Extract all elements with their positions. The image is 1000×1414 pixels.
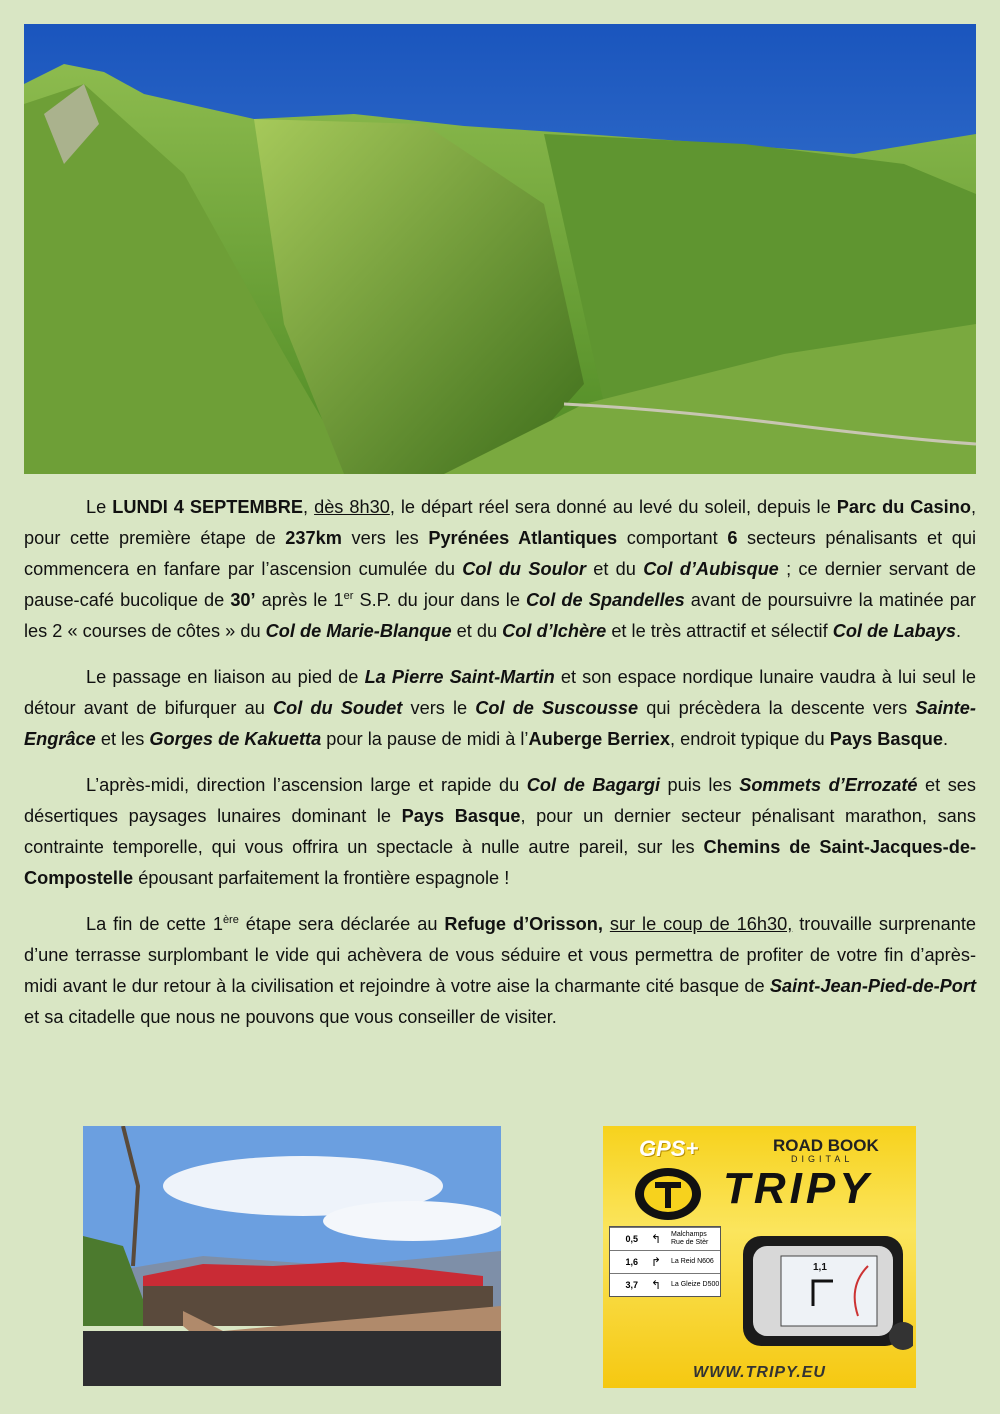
text-run [603,914,610,934]
mountain-landscape-icon [24,24,976,474]
paragraph-2 [24,662,976,755]
text-run: er [343,589,354,602]
tripy-advertisement [603,1126,916,1388]
text-run: S.P. du jour dans le [353,590,527,610]
gps-device-icon [743,1236,913,1356]
roadbook-arrow: ↰ [650,1278,662,1292]
ad-gps-label: GPS+ [639,1136,699,1161]
roadbook-row [610,1250,720,1273]
text-run: trouvaille surprenante d’une terrasse surplombant le vide qui achèvera de vous séduire et vous permettra de profiter de votre fin d’après-midi avant le dur retour à la civilisation et rejoindre à votre aise la charmante cité basque de [24,914,976,996]
roadbook-row [610,1227,720,1250]
text-run: 6 [727,528,738,548]
text-run: Pays Basque [829,729,943,749]
text-run: . [956,621,962,641]
text-run: Col du Soudet [272,698,403,718]
text-run: pour la pause de midi à l’ [321,729,529,749]
paragraph-1 [24,492,976,647]
paragraph-3 [24,770,976,894]
roadbook-row [610,1273,720,1296]
text-run: et du [451,621,503,641]
roadbook-km: 0,5 [625,1234,638,1244]
roadbook-arrow: ↱ [650,1255,662,1269]
text-run: ; ce dernier servant de pause-café bucolique de [24,559,976,610]
text-run: Pyrénées Atlantiques [428,528,618,548]
svg-text:1,1: 1,1 [813,1262,827,1273]
article-text [24,492,976,1048]
text-run: puis les [660,775,740,795]
text-run: sur le coup de 16h30, [609,914,793,934]
roadbook-desc: Malchamps Rue de Stèr [671,1231,709,1246]
text-run: , le départ réel sera donné au levé du soleil, depuis le [389,497,837,517]
text-run: Parc du Casino [836,497,971,517]
text-run: Gorges de Kakuetta [149,729,322,749]
text-run: Col de Marie-Blanque [265,621,452,641]
text-run: et le très attractif et sélectif [606,621,833,641]
terrace-umbrellas-icon [83,1126,501,1386]
roadbook-desc: La Reid N606 [671,1258,714,1265]
roadbook-arrow: ↰ [650,1232,662,1246]
text-run: Col du Soulor [462,559,586,579]
text-run: Sommets d’Errozaté [739,775,918,795]
text-run: et du [585,559,644,579]
text-run: avant de poursuivre la matinée par les 2 « courses de côtes » du [24,590,976,641]
hero-mountain-photo [24,24,976,474]
roadbook-desc: La Gleize D500 [671,1281,720,1288]
text-run: et sa citadelle que nous ne pouvons que vous conseiller de visiter. [24,1007,557,1027]
text-run: vers les [341,528,429,548]
roadbook-table [609,1226,721,1297]
text-run: La fin de cette 1 [86,914,223,934]
text-run: Sainte-Engrâce [24,698,976,749]
text-run: et son espace nordique lunaire vaudra à lui seul le détour avant de bifurquer au [24,667,976,718]
ad-brand: TRIPY [723,1164,873,1213]
paragraph-4 [24,909,976,1033]
text-run: qui précèdera la descente vers [638,698,916,718]
text-run: Chemins de Saint-Jacques-de-Compostelle [24,837,977,888]
text-run: , pour cette première étape de [24,497,976,548]
text-run: Col de Bagargi [526,775,661,795]
text-run: Col de Suscousse [475,698,639,718]
ad-digital-label: DIGITAL [791,1154,854,1164]
text-run: LUNDI 4 SEPTEMBRE [112,497,304,517]
text-run: Le [86,497,113,517]
text-run: ère [222,913,239,926]
text-run: comportant [617,528,728,548]
text-run: secteurs pénalisants et qui commencera en fanfare par l’ascension cumulée du [24,528,976,579]
text-run: Refuge d’Orisson, [444,914,603,934]
text-run: Auberge Berriex [528,729,670,749]
text-run: vers le [402,698,476,718]
text-run: L’après-midi, direction l’ascension large et rapide du [86,775,527,795]
text-run: et les [95,729,150,749]
text-run: Col d’Ichère [502,621,607,641]
text-run: Col de Labays [832,621,956,641]
ad-url: WWW.TRIPY.EU [693,1364,826,1381]
ad-road-book-label: ROAD BOOK [773,1136,879,1155]
text-run: , endroit typique du [669,729,830,749]
text-run: Le passage en liaison au pied de [86,667,365,687]
text-run: après le 1 [255,590,344,610]
text-run: , [303,497,315,517]
tripy-logo-icon [633,1166,703,1222]
text-run: Saint-Jean-Pied-de-Port [769,976,976,996]
text-run: Col d’Aubisque [643,559,779,579]
roadbook-km: 1,6 [625,1257,638,1267]
text-run: 237km [285,528,342,548]
text-run: et ses désertiques paysages lunaires dominant le [24,775,977,826]
text-run: étape sera déclarée au [238,914,445,934]
text-run: La Pierre Saint-Martin [364,667,555,687]
text-run: dès 8h30 [314,497,390,517]
text-run: , pour un dernier secteur pénalisant marathon, sans contrainte temporelle, qui vous offrira un spectacle à nulle autre pareil, sur les [24,806,976,857]
text-run: épousant parfaitement la frontière espagnole ! [133,868,510,888]
terrace-photo [83,1126,501,1386]
roadbook-km: 3,7 [625,1280,638,1290]
text-run: Pays Basque [401,806,521,826]
text-run: Col de Spandelles [526,590,685,610]
text-run: 30’ [230,590,256,610]
text-run: . [942,729,949,749]
